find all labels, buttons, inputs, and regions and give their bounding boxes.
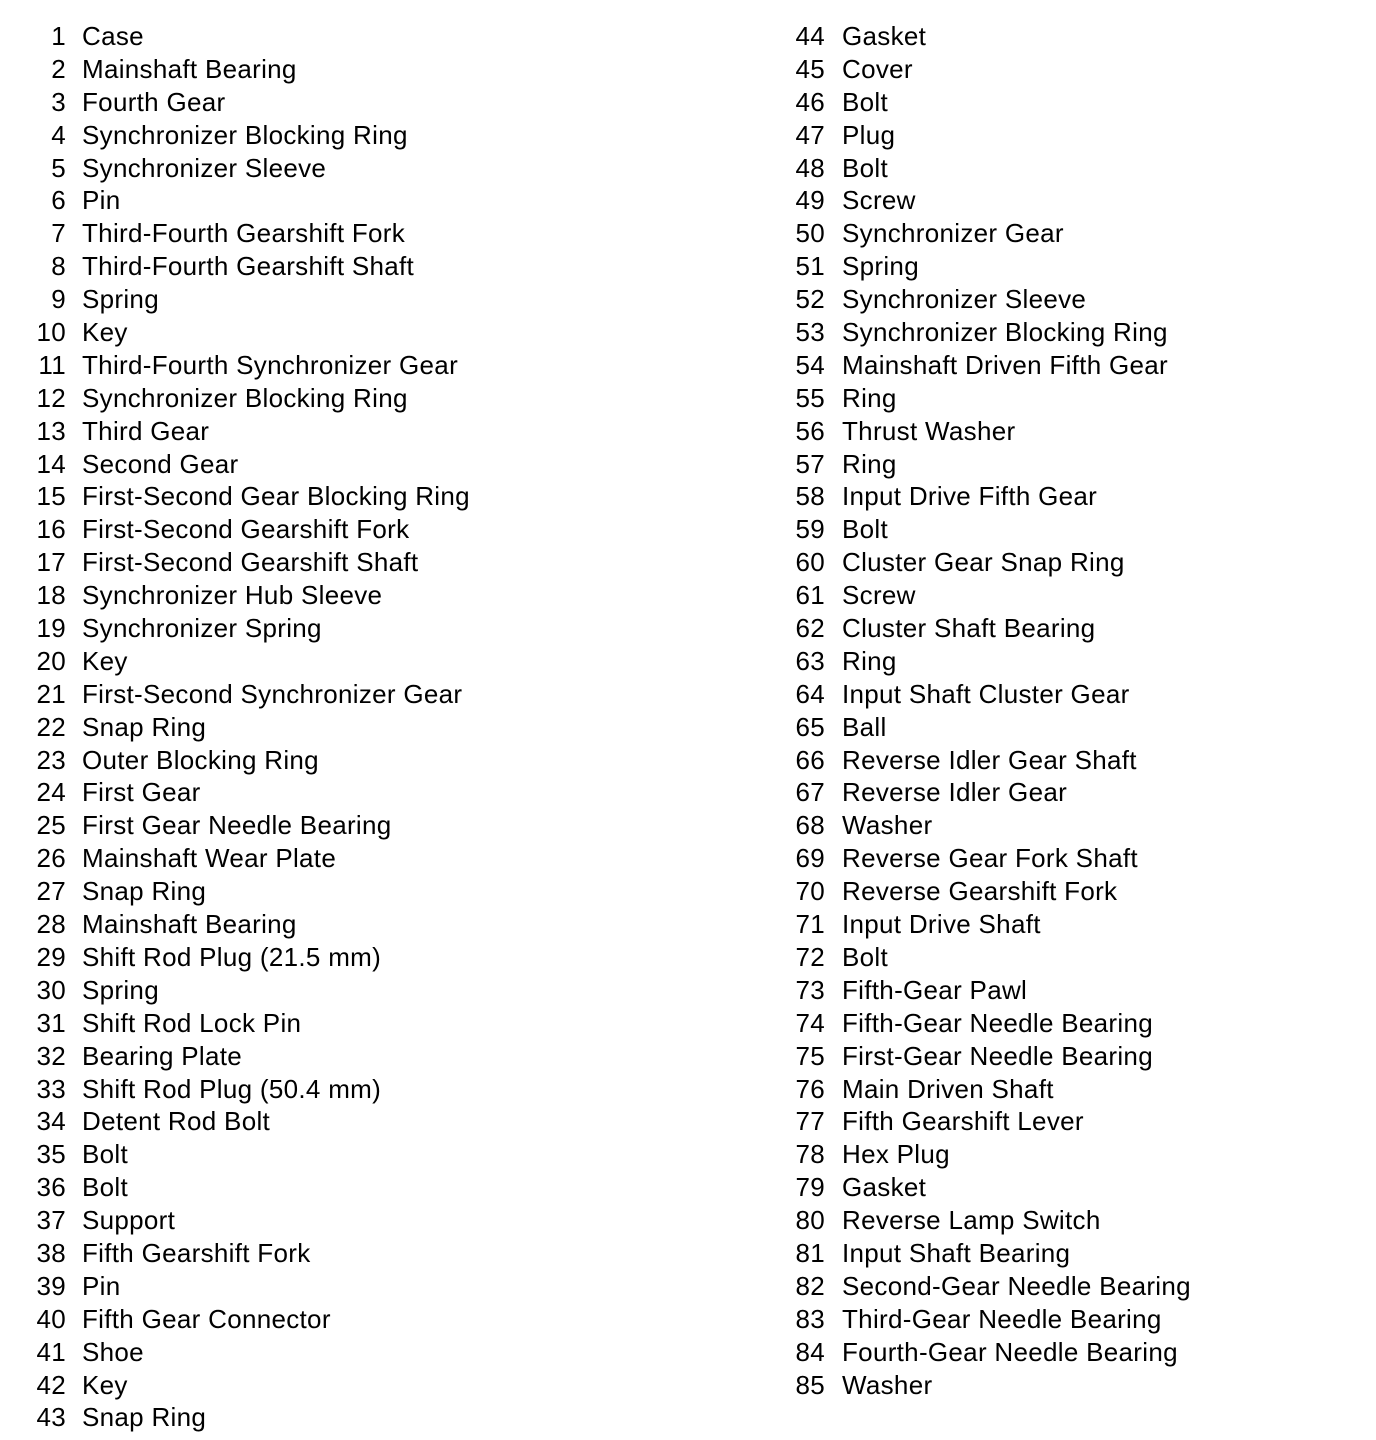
part-number: 80 <box>795 1205 825 1236</box>
legend-item <box>0 184 760 217</box>
part-name: Synchronizer Gear <box>842 218 1064 249</box>
part-number: 73 <box>795 974 825 1005</box>
part-name: First-Second Gear Blocking Ring <box>82 481 470 512</box>
part-number: 76 <box>795 1073 825 1104</box>
legend-item <box>760 152 1376 185</box>
part-number: 32 <box>36 1040 66 1071</box>
part-name: Washer <box>842 1369 933 1400</box>
legend-item <box>760 645 1376 678</box>
part-number: 11 <box>38 349 66 380</box>
part-number: 48 <box>795 152 825 183</box>
part-name: Hex Plug <box>842 1139 950 1170</box>
part-number: 14 <box>36 448 66 479</box>
legend-item <box>760 1105 1376 1138</box>
legend-item <box>0 744 760 777</box>
legend-item <box>0 53 760 86</box>
part-number: 55 <box>795 382 825 413</box>
part-name: Shift Rod Lock Pin <box>82 1007 302 1038</box>
part-name: Pin <box>82 185 121 216</box>
legend-item <box>0 546 760 579</box>
legend-item <box>760 217 1376 250</box>
part-number: 9 <box>51 284 66 315</box>
legend-item <box>0 842 760 875</box>
legend-item <box>0 1336 760 1369</box>
part-number: 84 <box>795 1336 825 1367</box>
part-name: Detent Rod Bolt <box>82 1106 271 1137</box>
part-name: Spring <box>82 284 159 315</box>
legend-item <box>0 1303 760 1336</box>
part-number: 29 <box>36 941 66 972</box>
part-name: Snap Ring <box>82 876 207 907</box>
part-name: Fifth-Gear Pawl <box>842 974 1028 1005</box>
part-number: 34 <box>36 1106 66 1137</box>
legend-item <box>760 448 1376 481</box>
part-name: First-Gear Needle Bearing <box>842 1040 1153 1071</box>
part-name: Bolt <box>842 86 889 117</box>
part-name: Key <box>82 1369 128 1400</box>
part-number: 10 <box>36 317 66 348</box>
part-name: Input Drive Fifth Gear <box>842 481 1098 512</box>
legend-item <box>0 152 760 185</box>
legend-item <box>760 119 1376 152</box>
legend-item <box>760 283 1376 316</box>
part-number: 35 <box>36 1139 66 1170</box>
legend-item <box>760 382 1376 415</box>
legend-item <box>0 1237 760 1270</box>
part-number: 58 <box>795 481 825 512</box>
part-name: Plug <box>842 119 896 150</box>
part-number: 82 <box>795 1270 825 1301</box>
part-number: 20 <box>36 645 66 676</box>
part-number: 38 <box>36 1237 66 1268</box>
part-number: 81 <box>795 1237 825 1268</box>
part-number: 13 <box>36 415 66 446</box>
legend-item <box>0 283 760 316</box>
part-name: Fourth-Gear Needle Bearing <box>842 1336 1178 1367</box>
part-name: Bolt <box>82 1172 129 1203</box>
legend-item <box>0 1401 760 1434</box>
part-name: Snap Ring <box>82 711 207 742</box>
legend-item <box>0 645 760 678</box>
part-name: Bolt <box>842 941 889 972</box>
part-name: Mainshaft Wear Plate <box>82 843 337 874</box>
legend-item <box>0 217 760 250</box>
legend-item <box>760 809 1376 842</box>
part-name: Fifth Gear Connector <box>82 1303 331 1334</box>
legend-column-right <box>760 20 1376 1401</box>
legend-item <box>760 1040 1376 1073</box>
legend-item <box>0 480 760 513</box>
part-name: Outer Blocking Ring <box>82 744 319 775</box>
part-name: Second-Gear Needle Bearing <box>842 1270 1191 1301</box>
legend-item <box>760 842 1376 875</box>
part-name: Synchronizer Hub Sleeve <box>82 580 383 611</box>
part-number: 44 <box>795 21 825 51</box>
part-number: 23 <box>36 744 66 775</box>
legend-item <box>760 480 1376 513</box>
legend-item <box>760 546 1376 579</box>
legend-item <box>0 908 760 941</box>
legend-item <box>760 1237 1376 1270</box>
legend-item <box>760 349 1376 382</box>
legend-item <box>760 1171 1376 1204</box>
part-name: Ring <box>842 448 897 479</box>
part-number: 33 <box>36 1073 66 1104</box>
part-name: Second Gear <box>82 448 239 479</box>
legend-item <box>760 53 1376 86</box>
legend-item <box>0 513 760 546</box>
part-number: 4 <box>51 119 66 150</box>
legend-item <box>760 612 1376 645</box>
legend-item <box>0 382 760 415</box>
part-number: 16 <box>36 514 66 545</box>
legend-item <box>760 1204 1376 1237</box>
legend-item <box>760 1270 1376 1303</box>
legend-item <box>0 1270 760 1303</box>
legend-item <box>0 711 760 744</box>
legend-item <box>760 908 1376 941</box>
legend-item <box>760 1073 1376 1106</box>
legend-item <box>0 1040 760 1073</box>
part-name: First-Second Synchronizer Gear <box>82 678 463 709</box>
part-number: 85 <box>795 1369 825 1400</box>
part-name: Spring <box>82 974 159 1005</box>
part-name: Synchronizer Blocking Ring <box>82 119 408 150</box>
legend-item <box>760 579 1376 612</box>
part-number: 31 <box>36 1007 66 1038</box>
legend-item <box>760 1007 1376 1040</box>
legend-item <box>0 86 760 119</box>
part-number: 12 <box>36 382 66 413</box>
part-name: Reverse Idler Gear <box>842 777 1068 808</box>
legend-item <box>0 448 760 481</box>
part-name: Third Gear <box>82 415 210 446</box>
part-name: Fifth Gearshift Fork <box>82 1237 311 1268</box>
part-name: Synchronizer Blocking Ring <box>82 382 408 413</box>
legend-item <box>760 316 1376 349</box>
legend-item <box>760 1303 1376 1336</box>
part-number: 53 <box>795 317 825 348</box>
part-number: 49 <box>795 185 825 216</box>
part-name: Mainshaft Driven Fifth Gear <box>842 349 1168 380</box>
part-number: 59 <box>795 514 825 545</box>
part-name: Support <box>82 1205 176 1236</box>
part-number: 8 <box>51 251 66 282</box>
part-name: First Gear Needle Bearing <box>82 810 392 841</box>
part-name: Screw <box>842 580 916 611</box>
part-number: 51 <box>795 251 825 282</box>
part-name: Shift Rod Plug (50.4 mm) <box>82 1073 382 1104</box>
legend-item <box>760 513 1376 546</box>
part-name: Main Driven Shaft <box>842 1073 1054 1104</box>
legend-item <box>0 1204 760 1237</box>
part-number: 74 <box>795 1007 825 1038</box>
part-number: 67 <box>795 777 825 808</box>
part-number: 36 <box>36 1172 66 1203</box>
parts-legend <box>0 20 1376 1440</box>
part-name: Washer <box>842 810 933 841</box>
part-number: 77 <box>795 1106 825 1137</box>
part-name: First-Second Gearshift Shaft <box>82 547 419 578</box>
part-name: Bolt <box>82 1139 129 1170</box>
legend-item <box>0 20 760 53</box>
part-number: 71 <box>795 909 825 940</box>
part-number: 50 <box>795 218 825 249</box>
legend-column-left <box>0 20 760 1434</box>
legend-item <box>0 1138 760 1171</box>
part-name: Third-Gear Needle Bearing <box>842 1303 1162 1334</box>
part-number: 83 <box>795 1303 825 1334</box>
part-name: Third-Fourth Synchronizer Gear <box>82 349 459 380</box>
part-number: 62 <box>795 613 825 644</box>
legend-item <box>760 184 1376 217</box>
part-name: Mainshaft Bearing <box>82 909 297 940</box>
part-name: Shift Rod Plug (21.5 mm) <box>82 941 382 972</box>
part-name: Gasket <box>842 21 927 51</box>
legend-item <box>760 875 1376 908</box>
part-number: 28 <box>36 909 66 940</box>
legend-item <box>0 579 760 612</box>
part-number: 57 <box>795 448 825 479</box>
part-name: Mainshaft Bearing <box>82 53 297 84</box>
legend-item <box>760 776 1376 809</box>
part-number: 65 <box>795 711 825 742</box>
part-name: Third-Fourth Gearshift Fork <box>82 218 406 249</box>
part-name: Thrust Washer <box>842 415 1016 446</box>
part-name: First Gear <box>82 777 201 808</box>
legend-item <box>760 86 1376 119</box>
part-number: 37 <box>36 1205 66 1236</box>
legend-item <box>760 711 1376 744</box>
legend-item <box>760 941 1376 974</box>
part-number: 17 <box>36 547 66 578</box>
part-number: 41 <box>36 1336 66 1367</box>
part-number: 39 <box>36 1270 66 1301</box>
part-number: 18 <box>36 580 66 611</box>
part-name: Key <box>82 317 128 348</box>
part-number: 69 <box>795 843 825 874</box>
part-number: 56 <box>795 415 825 446</box>
part-number: 68 <box>795 810 825 841</box>
legend-item <box>0 974 760 1007</box>
legend-item <box>0 678 760 711</box>
part-number: 6 <box>51 185 66 216</box>
part-number: 54 <box>795 349 825 380</box>
part-number: 47 <box>795 119 825 150</box>
part-name: Reverse Idler Gear Shaft <box>842 744 1137 775</box>
part-number: 46 <box>795 86 825 117</box>
part-number: 40 <box>36 1303 66 1334</box>
part-name: Bolt <box>842 152 889 183</box>
part-name: Spring <box>842 251 919 282</box>
part-name: Input Shaft Bearing <box>842 1237 1071 1268</box>
part-name: Fifth Gearshift Lever <box>842 1106 1084 1137</box>
part-number: 25 <box>36 810 66 841</box>
part-name: Shoe <box>82 1336 144 1367</box>
part-number: 66 <box>795 744 825 775</box>
part-name: First-Second Gearshift Fork <box>82 514 410 545</box>
part-name: Gasket <box>842 1172 927 1203</box>
part-number: 7 <box>51 218 66 249</box>
legend-item <box>760 744 1376 777</box>
part-name: Ball <box>842 711 887 742</box>
part-name: Reverse Lamp Switch <box>842 1205 1101 1236</box>
part-number: 3 <box>51 86 66 117</box>
part-name: Third-Fourth Gearshift Shaft <box>82 251 415 282</box>
part-number: 19 <box>36 613 66 644</box>
part-number: 1 <box>51 21 66 51</box>
part-number: 2 <box>51 53 66 84</box>
legend-item <box>0 875 760 908</box>
legend-item <box>0 349 760 382</box>
part-number: 60 <box>795 547 825 578</box>
legend-item <box>0 809 760 842</box>
legend-item <box>760 974 1376 1007</box>
part-name: Key <box>82 645 128 676</box>
part-number: 79 <box>795 1172 825 1203</box>
legend-item <box>0 316 760 349</box>
part-name: Fourth Gear <box>82 86 226 117</box>
part-name: Synchronizer Sleeve <box>842 284 1087 315</box>
part-name: Input Shaft Cluster Gear <box>842 678 1130 709</box>
part-name: Input Drive Shaft <box>842 909 1041 940</box>
part-name: Reverse Gearshift Fork <box>842 876 1118 907</box>
part-name: Cover <box>842 53 913 84</box>
part-number: 5 <box>51 152 66 183</box>
part-number: 75 <box>795 1040 825 1071</box>
part-name: Reverse Gear Fork Shaft <box>842 843 1138 874</box>
legend-item <box>0 119 760 152</box>
part-number: 70 <box>795 876 825 907</box>
legend-item <box>760 1138 1376 1171</box>
part-number: 26 <box>36 843 66 874</box>
legend-item <box>0 415 760 448</box>
legend-item <box>0 1171 760 1204</box>
part-name: Cluster Gear Snap Ring <box>842 547 1125 578</box>
part-number: 61 <box>795 580 825 611</box>
legend-item <box>0 1105 760 1138</box>
part-number: 27 <box>36 876 66 907</box>
part-number: 15 <box>36 481 66 512</box>
legend-item <box>0 612 760 645</box>
part-name: Synchronizer Spring <box>82 613 322 644</box>
part-name: Synchronizer Blocking Ring <box>842 317 1168 348</box>
part-name: Ring <box>842 382 897 413</box>
part-number: 30 <box>36 974 66 1005</box>
part-number: 63 <box>795 645 825 676</box>
part-number: 42 <box>36 1369 66 1400</box>
part-number: 22 <box>36 711 66 742</box>
part-number: 21 <box>36 678 66 709</box>
legend-item <box>760 678 1376 711</box>
part-name: Pin <box>82 1270 121 1301</box>
part-name: Synchronizer Sleeve <box>82 152 327 183</box>
part-number: 72 <box>795 941 825 972</box>
legend-item <box>760 1336 1376 1369</box>
part-name: Bolt <box>842 514 889 545</box>
legend-item <box>0 1369 760 1402</box>
part-name: Cluster Shaft Bearing <box>842 613 1096 644</box>
legend-item <box>0 1073 760 1106</box>
part-name: Snap Ring <box>82 1402 207 1433</box>
part-name: Bearing Plate <box>82 1040 243 1071</box>
part-number: 43 <box>36 1402 66 1433</box>
part-number: 64 <box>795 678 825 709</box>
legend-item <box>0 250 760 283</box>
legend-item <box>0 1007 760 1040</box>
part-number: 45 <box>795 53 825 84</box>
part-name: Fifth-Gear Needle Bearing <box>842 1007 1153 1038</box>
part-name: Ring <box>842 645 897 676</box>
legend-item <box>0 941 760 974</box>
legend-item <box>760 250 1376 283</box>
part-number: 52 <box>795 284 825 315</box>
legend-item <box>760 20 1376 53</box>
part-name: Case <box>82 21 144 51</box>
part-name: Screw <box>842 185 916 216</box>
legend-item <box>0 776 760 809</box>
legend-item <box>760 415 1376 448</box>
part-number: 24 <box>36 777 66 808</box>
part-number: 78 <box>795 1139 825 1170</box>
legend-item <box>760 1369 1376 1402</box>
